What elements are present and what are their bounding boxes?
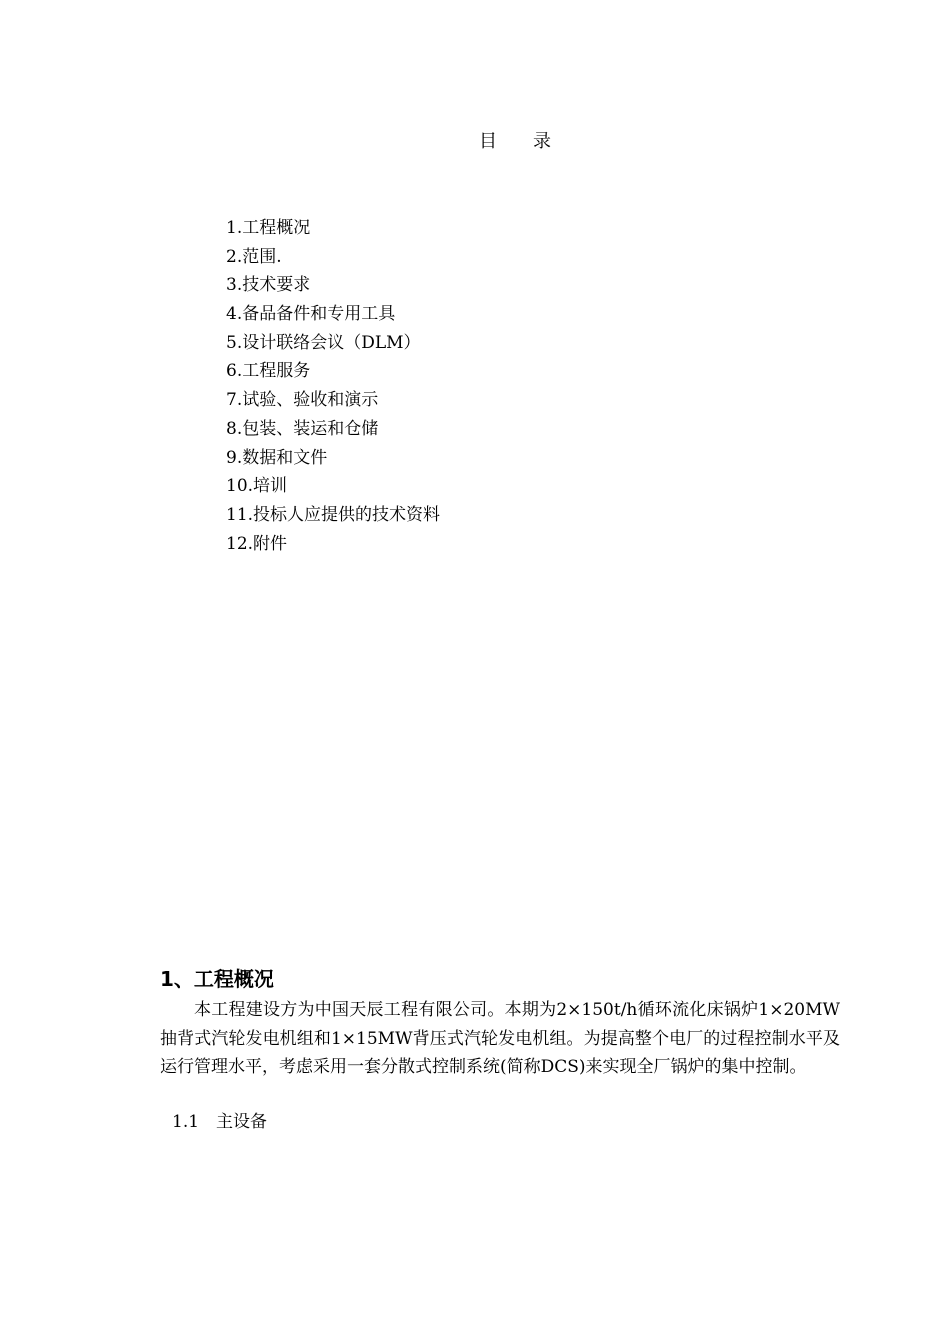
toc-item: 3.技术要求	[226, 275, 311, 296]
toc-list	[226, 214, 440, 558]
section-heading: 1、工程概况	[160, 967, 274, 991]
toc-item: 2.范围.	[226, 246, 282, 267]
toc-item: 11.投标人应提供的技术资料	[226, 504, 441, 525]
toc-item: 4.备品备件和专用工具	[226, 304, 396, 325]
section-paragraph: 本工程建设方为中国天辰工程有限公司。本期为2×150t/h循环流化床锅炉1×20MW抽背式汽轮发电机组和1×15MW背压式汽轮发电机组。为提高整个电厂的过程控制水平及运行管理水平，考虑采用一套分散式控制系统(简称DCS)来实现全厂锅炉的集中控制。	[160, 1000, 840, 1077]
toc-item: 10.培训	[226, 476, 288, 497]
toc-item: 5.设计联络会议（DLM）	[226, 332, 421, 353]
toc-item: 7.试验、验收和演示	[226, 390, 379, 411]
toc-item: 8.包装、装运和仓储	[226, 418, 379, 439]
toc-item: 6.工程服务	[226, 361, 311, 382]
subsection-heading: 1.1 主设备	[172, 1112, 268, 1132]
toc-title: 目 录	[479, 131, 551, 152]
toc-item: 1.工程概况	[226, 218, 311, 238]
toc-item: 9.数据和文件	[226, 447, 328, 468]
toc-item: 12.附件	[226, 533, 288, 554]
